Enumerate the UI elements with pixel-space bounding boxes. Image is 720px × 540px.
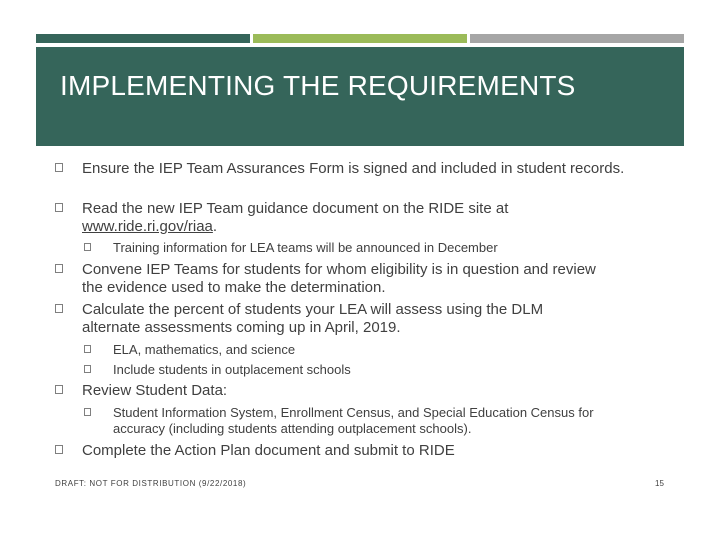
square-bullet-icon bbox=[55, 445, 63, 454]
bullet-text bbox=[82, 200, 562, 236]
square-bullet-icon bbox=[84, 365, 91, 373]
page-number: 15 bbox=[655, 479, 664, 488]
square-bullet-icon bbox=[84, 243, 91, 251]
sub-bullet-text: Student Information System, Enrollment Census, and Special Education Census for accuracy (including students attending outplacement schools). bbox=[113, 405, 594, 436]
bullet-text-part: . bbox=[212, 218, 218, 235]
draft-footer: DRAFT: NOT FOR DISTRIBUTION (9/22/2018) bbox=[55, 479, 247, 488]
square-bullet-icon bbox=[55, 163, 63, 172]
square-bullet-icon bbox=[84, 408, 91, 416]
slide-title: IMPLEMENTING THE REQUIREMENTS bbox=[60, 70, 576, 101]
square-bullet-icon bbox=[55, 203, 63, 212]
bullet-text: Complete the Action Plan document and submit to RIDE bbox=[82, 442, 455, 459]
sub-bullet-text: Training information for LEA teams will be announced in December bbox=[113, 240, 498, 255]
square-bullet-icon bbox=[55, 385, 63, 394]
bullet-text: Review Student Data: bbox=[82, 382, 228, 399]
riaa-link[interactable]: www.ride.ri.gov/riaa bbox=[82, 218, 213, 235]
square-bullet-icon bbox=[84, 345, 91, 353]
square-bullet-icon bbox=[55, 304, 63, 313]
bullet-text-part: Read the new IEP Team guidance document on the RIDE site at bbox=[82, 200, 509, 217]
square-bullet-icon bbox=[55, 264, 63, 273]
sub-bullet-text: ELA, mathematics, and science bbox=[113, 342, 296, 357]
bullet-text: Calculate the percent of students your LEA will assess using the DLM alternate assessments coming up in April, 2019. bbox=[82, 301, 544, 336]
bullet-text: Convene IEP Teams for students for whom eligibility is in question and review the evidence used to make the determination. bbox=[82, 261, 596, 296]
bullet-text: Ensure the IEP Team Assurances Form is signed and included in student records. bbox=[82, 160, 625, 177]
sub-bullet-text: Include students in outplacement schools bbox=[113, 362, 351, 377]
